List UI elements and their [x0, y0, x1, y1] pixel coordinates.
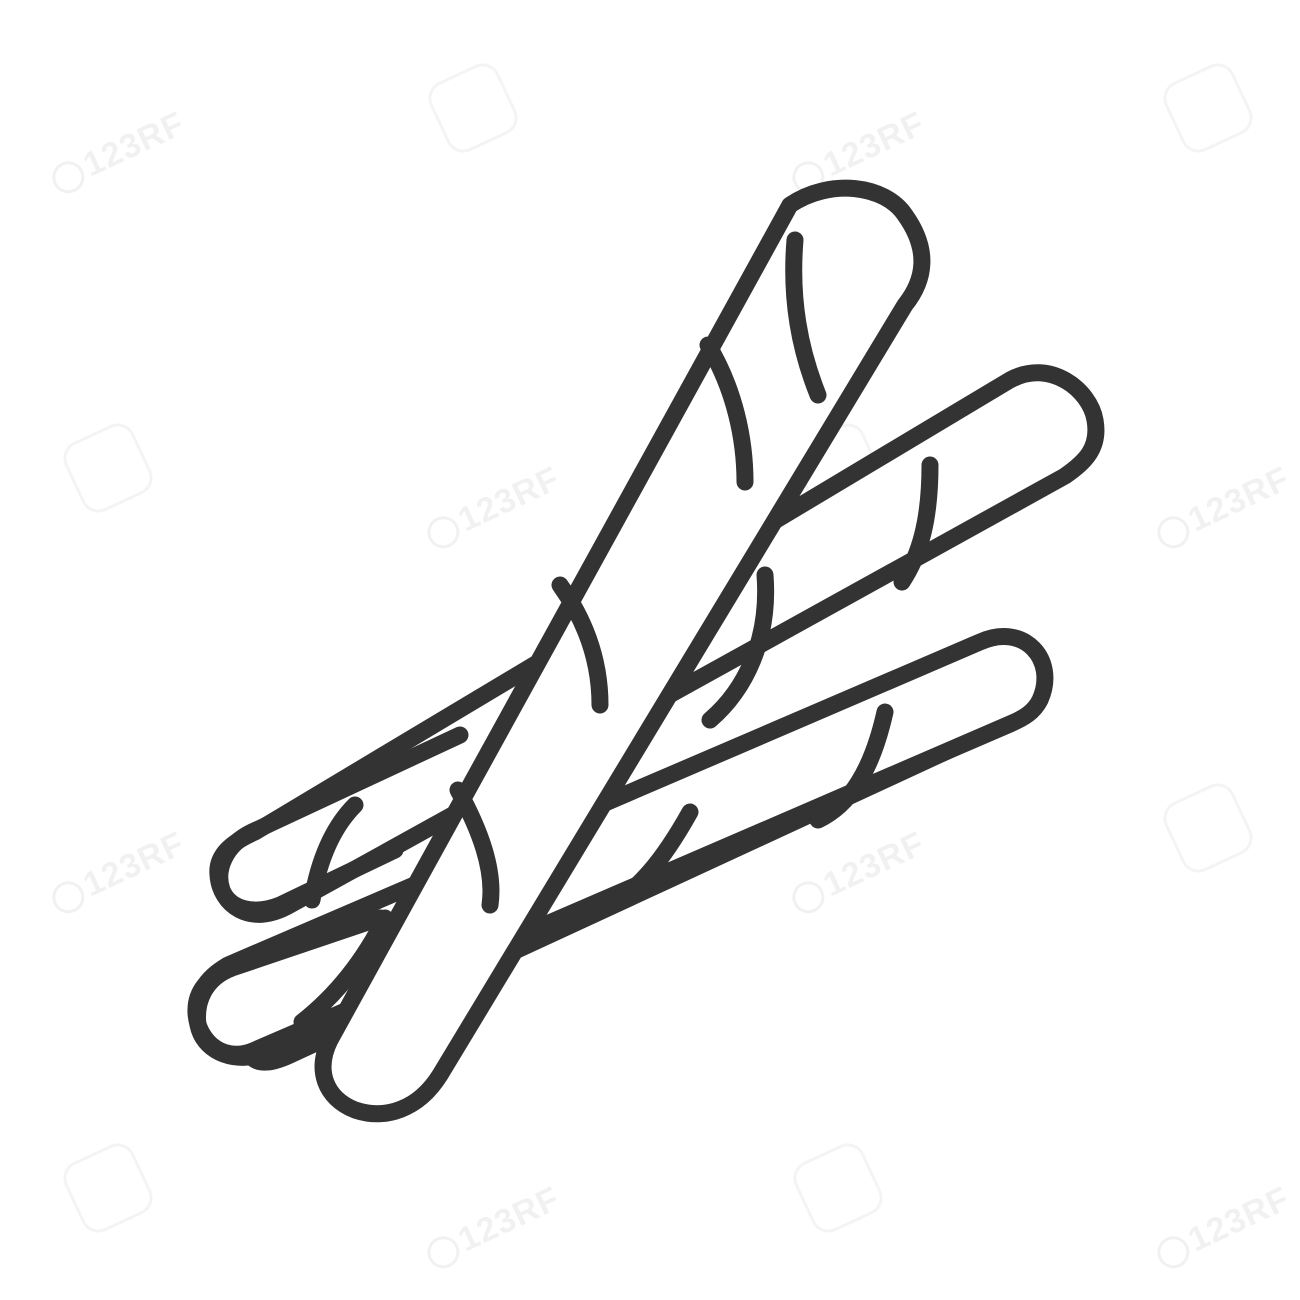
breadstick-front-outline — [323, 188, 922, 1114]
watermark: 123RF — [785, 825, 931, 921]
breadstick-front — [323, 188, 922, 1114]
watermark: 123RF — [1150, 460, 1296, 556]
watermark: 123RF — [45, 105, 191, 201]
watermark: 123RF — [785, 105, 931, 201]
watermark: 123RF — [420, 1180, 566, 1276]
watermark: 123RF — [45, 825, 191, 921]
watermark: 123RF — [1150, 1180, 1296, 1276]
watermark: 123RF — [420, 460, 566, 556]
